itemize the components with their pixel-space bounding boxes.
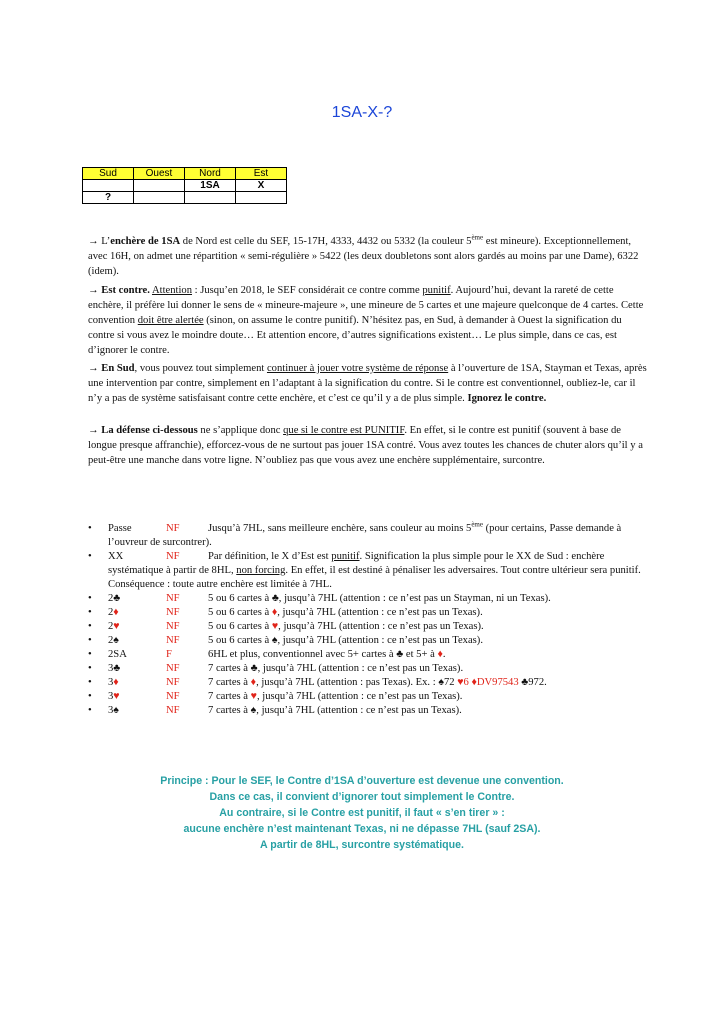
auction-row <box>83 192 287 204</box>
hearts-icon: ♥ <box>113 621 120 632</box>
bid-label <box>108 690 166 704</box>
auction-cell: ? <box>83 192 134 204</box>
bid-description: 6HL et plus, conventionnel avec 5+ cartes à <box>208 649 397 660</box>
bid-description: 7 cartes à <box>208 705 251 716</box>
example-hand-hearts: ♥6 <box>457 677 472 688</box>
clubs-icon: ♣ <box>396 649 404 660</box>
bid-description: 5 ou 6 cartes à <box>208 635 272 646</box>
auction-cell <box>134 192 185 204</box>
arrow-text: → <box>88 285 102 296</box>
bid-level: 3 <box>108 677 114 688</box>
underlined-text: punitif <box>422 285 451 296</box>
bullet-icon: • <box>88 705 92 716</box>
hearts-icon: ♥ <box>113 691 120 702</box>
bid-description: , jusqu’à 7HL (attention : ce n’est pas un Texas). <box>277 607 483 618</box>
body-text: (sinon, on assume le contre punitif). N’hésitez pas, en Sud, à demander à Ouest la signification du contre si vous avez le moindre doute… Et attention encore, d’autres significations existent… Le plus simple, dans ce cas, est d’ignorer le contre. <box>88 315 622 356</box>
principle-line: Principe : Pour le SEF, le Contre d’1SA d’ouverture est devenue une convention. <box>160 775 564 787</box>
auction-table <box>82 167 287 204</box>
bid-description: , jusqu’à 7HL (attention : ce n’est pas un Texas). <box>256 705 462 716</box>
hearts-icon: ♥ <box>271 621 279 632</box>
auction-cell: 1SA <box>185 180 236 192</box>
body-text: : Jusqu’en 2018, le SEF considérait ce contre comme <box>192 285 423 296</box>
bullet-icon: • <box>88 691 92 702</box>
hearts-icon: ♥ <box>250 691 257 702</box>
bullet-icon: • <box>88 551 92 562</box>
body-text: , vous pouvez tout simplement <box>134 363 267 374</box>
list-item-2sa <box>88 648 648 662</box>
auction-header-row <box>83 168 287 180</box>
bid-description: Jusqu’à 7HL, sans meilleure enchère, sans couleur au moins 5 <box>208 523 472 534</box>
bid-description: 5 ou 6 cartes à <box>208 621 272 632</box>
diamonds-icon: ♦ <box>437 649 443 660</box>
bullet-icon: • <box>88 677 92 688</box>
underlined-text: Attention <box>151 285 193 296</box>
bid-description: , jusqu’à 7HL (attention : pas Texas). Ex. : <box>256 677 439 688</box>
forcing-code: NF <box>166 607 180 618</box>
superscript: ème <box>471 520 483 529</box>
paragraph-defense <box>88 423 648 468</box>
list-item-2-spades <box>88 634 648 648</box>
arrow-text: → <box>88 425 102 436</box>
auction-cell <box>134 180 185 192</box>
bid-label <box>108 606 166 620</box>
bid-description: 5 ou 6 cartes à <box>208 593 272 604</box>
bid-label <box>108 620 166 634</box>
auction-cell <box>83 180 134 192</box>
forcing-code: NF <box>166 705 180 716</box>
bold-text: Est contre. <box>101 285 150 296</box>
bid-description: . <box>544 677 547 688</box>
principle-line: A partir de 8HL, surcontre systématique. <box>260 839 464 851</box>
bid-level: 3 <box>108 691 114 702</box>
superscript: ème <box>471 233 484 242</box>
spades-icon: ♠ <box>113 635 119 646</box>
underlined-text: punitif <box>331 551 360 562</box>
bullet-icon: • <box>88 635 92 646</box>
bid-description: , jusqu’à 7HL (attention : ce n’est pas un Stayman, ni un Texas). <box>278 593 551 604</box>
bold-text: Ignorez le contre. <box>467 393 547 404</box>
underlined-text: que si le contre est PUNITIF <box>283 425 405 436</box>
bid-label <box>108 634 166 648</box>
bid-description: 7 cartes à <box>208 663 251 674</box>
bid-description: . En effet, il est destiné à pénaliser les adversaires. Tout contre ultérieur sera punitif. Conséquence : toute autre enchère est limitée à 7HL. <box>108 565 641 590</box>
example-hand-clubs: ♣972 <box>521 677 545 688</box>
example-hand-spades: ♠72 <box>438 677 458 688</box>
forcing-code: NF <box>166 523 180 534</box>
example-hand-diamonds: ♦DV97543 <box>471 677 522 688</box>
bid-label <box>108 704 166 718</box>
clubs-icon: ♣ <box>271 593 279 604</box>
auction-header-sud: Sud <box>83 168 134 180</box>
body-text: à l’ouverture de 1SA, Stayman et Texas, après une intervention par contre, simplement en l’adaptant à la signification du contre. Si le contre est conventionnel, oubliez-le, car il n’y a pas de système satisfaisant contre cette enchère, et c’est ce qu’il y a de plus simple. <box>88 363 647 404</box>
auction-header-nord: Nord <box>185 168 236 180</box>
list-item-3-diamonds <box>88 676 648 690</box>
list-item-2-hearts <box>88 620 648 634</box>
bid-level: 2 <box>108 635 114 646</box>
bid-description: 7 cartes à <box>208 677 251 688</box>
arrow-text: → <box>88 363 102 374</box>
body-text: est mineure). Exceptionnellement, avec 16H, on admet une répartition « semi-régulière » 5422 (les deux doubletons sont alors gardés au moins par une Dame), 6322 (idem). <box>88 236 639 277</box>
principle-line: Dans ce cas, il convient d’ignorer tout simplement le Contre. <box>209 791 515 803</box>
spades-icon: ♠ <box>250 705 257 716</box>
auction-header-ouest: Ouest <box>134 168 185 180</box>
diamonds-icon: ♦ <box>250 677 257 688</box>
list-item-3-clubs <box>88 662 648 676</box>
bid-level: 2 <box>108 607 114 618</box>
forcing-code: F <box>166 649 172 660</box>
forcing-code: NF <box>166 677 180 688</box>
diamonds-icon: ♦ <box>113 607 119 618</box>
bullet-icon: • <box>88 649 92 660</box>
bold-text: enchère de 1SA <box>110 236 181 247</box>
bid-label: 2SA <box>108 649 127 660</box>
forcing-code: NF <box>166 663 180 674</box>
bid-description: , jusqu’à 7HL (attention : ce n’est pas un Texas). <box>257 663 464 674</box>
clubs-icon: ♣ <box>113 663 121 674</box>
page-title: 1SA-X-? <box>331 104 393 121</box>
forcing-code: NF <box>166 635 180 646</box>
list-item-2-clubs <box>88 592 648 606</box>
spades-icon: ♠ <box>271 635 278 646</box>
arrow-text: → L’ <box>88 236 111 247</box>
bullet-icon: • <box>88 607 92 618</box>
clubs-icon: ♣ <box>113 593 121 604</box>
diamonds-icon: ♦ <box>113 677 119 688</box>
list-item-3-hearts <box>88 690 648 704</box>
forcing-code: NF <box>166 691 180 702</box>
underlined-text: non forcing <box>236 565 286 576</box>
bid-description: . <box>442 649 446 660</box>
bid-label: XX <box>108 551 124 562</box>
list-item-2-diamonds <box>88 606 648 620</box>
spades-icon: ♠ <box>113 705 119 716</box>
bid-level: 3 <box>108 663 114 674</box>
underlined-text: doit être alertée <box>137 315 204 326</box>
bid-level: 3 <box>108 705 114 716</box>
bid-description: (pour certains, Passe demande à l’ouvreur de surcontrer). <box>108 523 622 548</box>
bullet-icon: • <box>88 663 92 674</box>
bid-level: 2 <box>108 593 114 604</box>
bid-label <box>108 662 166 676</box>
body-text: de Nord est celle du SEF, 15-17H, 4333, 4432 ou 5332 (la couleur 5 <box>180 236 472 247</box>
auction-header-est: Est <box>236 168 287 180</box>
underlined-text: continuer à jouer votre système de réponse <box>266 363 449 374</box>
principle-line: aucune enchère n’est maintenant Texas, ni ne dépasse 7HL (sauf 2SA). <box>183 823 541 835</box>
bid-label <box>108 676 166 690</box>
forcing-code: NF <box>166 593 180 604</box>
list-item-xx <box>88 550 648 592</box>
paragraph-en-sud <box>88 361 648 406</box>
list-item-passe <box>88 522 648 550</box>
bid-description: , jusqu’à 7HL (attention : ce n’est pas un Texas). <box>278 621 484 632</box>
bullet-icon: • <box>88 523 92 534</box>
body-text: . Aujourd’hui, devant la rareté de cette enchère, il préfère lui donner le sens de « mineure-majeure », une mineure de 5 cartes et une majeure quelconque de 4 cartes. Cette convention <box>88 285 644 326</box>
bid-level: 2 <box>108 621 114 632</box>
body-text: ne s’applique donc <box>197 425 284 436</box>
auction-cell <box>236 192 287 204</box>
bid-description: , jusqu’à 7HL (attention : ce n’est pas un Texas). <box>256 691 463 702</box>
bid-description: . Signification la plus simple pour le XX de Sud : enchère systématique à partir de 8HL, <box>108 551 605 576</box>
paragraph-1sa-opening <box>88 234 648 279</box>
diamonds-icon: ♦ <box>271 607 278 618</box>
bid-description: 5 ou 6 cartes à <box>208 607 272 618</box>
bid-description: Par définition, le X d’Est est <box>208 551 332 562</box>
bid-list <box>88 522 648 718</box>
paragraph-est-contre <box>88 283 648 358</box>
bid-label <box>108 592 166 606</box>
bid-label: Passe <box>108 523 132 534</box>
forcing-code: NF <box>166 621 180 632</box>
clubs-icon: ♣ <box>250 663 258 674</box>
auction-row <box>83 180 287 192</box>
auction-cell: X <box>236 180 287 192</box>
bullet-icon: • <box>88 593 92 604</box>
forcing-code: NF <box>166 551 180 562</box>
bid-description: 7 cartes à <box>208 691 251 702</box>
list-item-3-spades <box>88 704 648 718</box>
bold-text: En Sud <box>101 363 135 374</box>
auction-cell <box>185 192 236 204</box>
principle-line: Au contraire, si le Contre est punitif, il faut « s’en tirer » : <box>219 807 505 819</box>
body-text: . En effet, si le contre est punitif (souvent à base de longue presque affranchie), efforcez-vous de ne surtout pas jouer 1SA contré. Vous avez toutes les chances de chuter alors qu’il y a peut-être une manche dans votre ligne. N’oubliez pas que vous avez une enchère supplémentaire, surcontre. <box>88 425 643 466</box>
bid-description: et 5+ à <box>403 649 438 660</box>
bid-description: , jusqu’à 7HL (attention : ce n’est pas un Texas). <box>277 635 483 646</box>
bold-text: La défense ci-dessous <box>101 425 198 436</box>
principle-box <box>0 773 724 853</box>
bullet-icon: • <box>88 621 92 632</box>
